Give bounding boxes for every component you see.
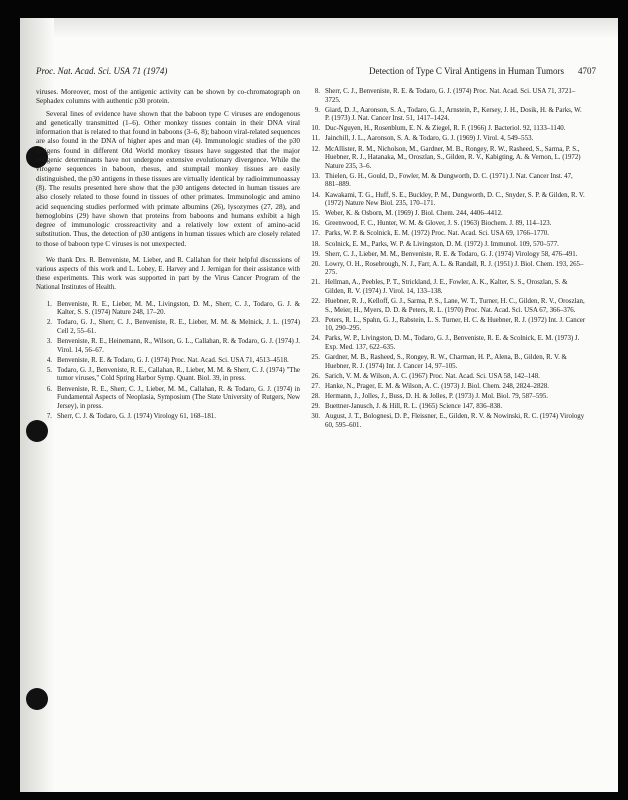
reference-number: 8. [314,88,320,95]
reference-item [304,107,588,124]
reference-item [36,386,300,412]
reference-number: 5. [46,366,52,374]
reference-number: 18. [311,240,320,248]
acknowledgments: We thank Drs. R. Benveniste, M. Lieber, and R. Callahan for their helpful discussions of various aspects of this work and L. Lobey, E. Harvey and J. Jernigan for their assistance with these experiments. This work was supported in part by the Virus Cancer Program of the National Institutes of Health. [36,257,300,291]
reference-number: 9. [314,106,320,114]
reference-item [304,230,588,239]
punch-hole-icon [26,688,48,710]
reference-number: 27. [311,382,320,390]
reference-text: Gardner, M. B., Rasheed, S., Rongey, R. W., Charman, H. P., Alena, B., Gilden, R. V. & Huebner, R. J. (1974) Int. J. Cancer 14, 97–105. [325,354,567,370]
reference-number: 15. [311,210,320,218]
reference-item [304,88,588,105]
paper-page [20,18,618,792]
reference-item [304,261,588,278]
reference-number: 4. [46,356,52,364]
reference-item [36,413,300,422]
reference-item [36,301,300,318]
reference-text: Duc-Nguyen, H., Rosenblum, E. N. & Ziegel, R. F. (1966) J. Bacteriol. 92, 1133–1140. [325,125,566,133]
reference-text: Giard, D. J., Aaronson, S. A., Todaro, G. J., Arnstein, P., Kersey, J. H., Dosik, H. & Parks, W. P. (1973) J. Nat. Cancer Inst. 51, 1417–1424. [325,106,582,123]
reference-item [304,173,588,190]
reference-number: 6. [46,385,52,393]
reference-text: Lowry, O. H., Rosebrough, N. J., Farr, A. L. & Randall, R. J. (1951) J. Biol. Chem. 193, 265–275. [325,260,584,277]
reference-text: Hellman, A., Peebles, P. T., Strickland, J. E., Fowler, A. K., Kalter, S. S., Oroszlan, S. & Gilden, R. V. (1974) J. Virol. 14, 133–138. [325,279,568,295]
reference-item [304,413,588,430]
reference-item [36,357,300,366]
reference-text: Parks, W. P. & Scolnick, E. M. (1972) Proc. Nat. Acad. Sci. USA 69, 1766–1770. [325,230,549,238]
top-shadow [20,18,618,38]
reference-item [304,403,588,412]
reference-text: Todaro, G. J., Benveniste, R. E., Callahan, R., Lieber, M. M. & Sherr, C. J. (1974) "The tumor viruses," Cold Spring Harbor Symp. Quant. Biol. 39, in press. [57,366,300,383]
reference-item [304,383,588,392]
reference-text: Buettner-Janusch, J. & Hill, R. L. (1965) Science 147, 836–838. [325,403,503,411]
reference-number: 19. [311,250,320,258]
reference-item [36,319,300,336]
reference-item [304,241,588,250]
reference-item [36,367,300,384]
reference-text: Thielen, G. H., Gould, D., Fowler, M. & Dungworth, D. C. (1971) J. Nat. Cancer Inst. 47, 881–889. [325,172,573,189]
reference-item [304,210,588,219]
reference-number: 25. [311,354,320,362]
reference-item [304,298,588,315]
body-paragraph: viruses. Moreover, most of the antigenic activity can be shown by co-chromatograph on Sephadex columns with authentic p30 protein. [36,88,300,106]
reference-text: McAllister, R. M., Nicholson, M., Gardner, M. B., Rongey, R. W., Rasheed, S., Sarma, P. S., Huebner, R. J., Hatanaka, M., Oroszlan, S., Gilden, R. V., Kabigting, A. & Vernon, L. (1972) Nature 235, 3–6. [325,145,581,170]
reference-number: 13. [311,172,320,180]
reference-number: 29. [311,403,320,411]
reference-number: 10. [311,125,320,133]
reference-item [36,338,300,355]
reference-text: Sherr, C. J., Lieber, M. M., Benveniste, R. E. & Todaro, G. J. (1974) Virology 58, 476–491. [325,250,578,258]
reference-item [304,373,588,382]
reference-text: Benveniste, R. E., Lieber, M. M., Livingston, D. M., Sherr, C. J., Todaro, G. J. & Kalter, S. S. (1974) Nature 248, 17–20. [57,300,300,317]
reference-item [304,135,588,144]
right-column [304,88,588,432]
reference-number: 20. [311,260,320,268]
reference-text: Jainchill, J. L., Aaronson, S. A. & Todaro, G. J. (1969) J. Virol. 4, 549–553. [325,135,534,143]
reference-number: 14. [311,191,320,199]
reference-item [304,192,588,209]
reference-text: Benveniste, R. E. & Todaro, G. J. (1974) Proc. Nat. Acad. Sci. USA 71, 4513–4518. [57,356,289,364]
reference-text: Benveniste, R. E., Heinemann, R., Wilson, G. L., Callahan, R. & Todaro, G. J. (1974) J. Virol. 14, 56–67. [57,338,300,354]
reference-item [304,335,588,352]
reference-text: Benveniste, R. E., Sherr, C. J., Lieber, M. M., Callahan, R. & Todaro, G. J. (1974) in Fundamental Aspects of Neoplasia, Symposium (The State University of Rutgers, New Jersey), in press. [57,385,300,410]
reference-item [304,279,588,296]
reference-text: Todaro, G. J., Sherr, C. J., Benveniste, R. E., Lieber, M. M. & Melnick, J. L. (1974) Cell 2, 55–61. [57,319,300,335]
reference-text: Kawakami, T. G., Huff, S. E., Buckley, P. M., Dungworth, D. C., Snyder, S. P. & Gilden, R. V. (1972) Nature New Biol. 235, 170–171. [325,191,585,208]
reference-number: 3. [46,338,52,346]
article-title: Detection of Type C Viral Antigens in Human Tumors [369,66,564,76]
reference-number: 21. [311,279,320,287]
reference-item [304,220,588,229]
reference-number: 22. [311,298,320,306]
reference-text: August, J. T., Bolognesi, D. P., Fleissner, E., Gilden, R. V. & Nowinski, R. C. (1974) Virology 60, 595–601. [325,413,585,429]
reference-text: Greenwood, F. C., Hunter, W. M. & Glover, J. S. (1963) Biochem. J. 89, 114–123. [325,220,552,228]
reference-number: 23. [311,316,320,324]
reference-number: 28. [311,393,320,400]
reference-item [304,354,588,371]
reference-text: Huebner, R. J., Kelloff, G. J., Sarma, P. S., Lane, W. T., Turner, H. C., Gilden, R. V., Oroszlan, S., Meier, H., Myers, D. D. & Peters, R. L. (1970) Proc. Nat. Acad. Sci. USA 67, 366–376. [325,298,585,314]
reference-item [304,125,588,134]
reference-text: Hermann, J., Jolles, J., Buss, D. H. & Jolles, P. (1973) J. Mol. Biol. 79, 587–595. [325,393,548,400]
reference-item [304,317,588,334]
running-header [36,66,596,76]
reference-text: Scolnick, E. M., Parks, W. P. & Livingston, D. M. (1972) J. Immunol. 109, 570–577. [325,240,559,248]
reference-number: 30. [311,413,320,421]
reference-text: Peters, R. L., Spahn, G. J., Rabstein, L. S. Turner, H. C. & Huebner, R. J. (1972) Int. J. Cancer 10, 290–295. [325,316,586,333]
reference-number: 1. [46,300,52,308]
reference-number: 17. [311,230,320,238]
left-column [36,88,300,423]
reference-number: 11. [311,135,320,143]
reference-list-left [36,301,300,422]
reference-item [304,251,588,260]
page-number: 4707 [578,66,596,76]
reference-text: Sarich, V. M. & Wilson, A. C. (1967) Proc. Nat. Acad. Sci. USA 58, 142–148. [325,372,540,380]
reference-text: Parks, W. P., Livingston, D. M., Todaro, G. J., Benveniste, R. E. & Scolnick, E. M. (1973) J. Exp. Med. 137, 622–635. [325,335,580,352]
reference-number: 7. [46,412,52,420]
reference-text: Hanke, N., Prager, E. M. & Wilson, A. C. (1973) J. Biol. Chem. 248, 2824–2828. [325,382,550,390]
journal-citation: Proc. Nat. Acad. Sci. USA 71 (1974) [36,66,168,76]
reference-text: Sherr, C. J. & Todaro, G. J. (1974) Virology 61, 168–181. [57,412,216,420]
reference-item [304,393,588,402]
reference-list-right [304,88,588,430]
reference-number: 12. [311,145,320,153]
reference-number: 16. [311,220,320,228]
body-paragraph: Several lines of evidence have shown that the baboon type C viruses are endogenous and genetically transmitted (1–6). Other monkey tissues contain in their DNA viral information that is related to that found in baboons (3–6, 8); baboon viral-related sequences are also found in the DNA of higher apes and man (4). Immunologic studies of the p30 antigens found in different Old World monkey tissues have suggested that the major antigenic determinants have not undergone extensive evolutionary divergence. While the virogene sequences in baboon, rhesus, and stumptail monkey tissues are easily distinguished, the p30 antigens in these tissues are virtually identical by radioimmunoassay (8). The results presented here show that the p30 antigens detected in human tissues are also closely related to those found in tissues of other primates. Immunologic and amino acid sequencing studies performed with primate albumins (26), lysozymes (27, 28), and hemoglobins (29) have shown that proteins from baboons and humans exhibit a high degree of immunologic crossreactivity and a relatively low extent of amino-acid substitution. Thus, the detection of p30 antigens in human tissues which are closely related to those of baboon type C viruses is not unexpected. [36,109,300,248]
reference-text: Sherr, C. J., Benveniste, R. E. & Todaro, G. J. (1974) Proc. Nat. Acad. Sci. USA 71, 3721–3725. [325,88,576,104]
reference-text: Weber, K. & Osborn, M. (1969) J. Biol. Chem. 244, 4406–4412. [325,210,503,218]
reference-number: 26. [311,372,320,380]
reference-number: 24. [311,335,320,343]
punch-hole-icon [26,420,48,442]
reference-item [304,146,588,172]
reference-number: 2. [46,319,52,327]
